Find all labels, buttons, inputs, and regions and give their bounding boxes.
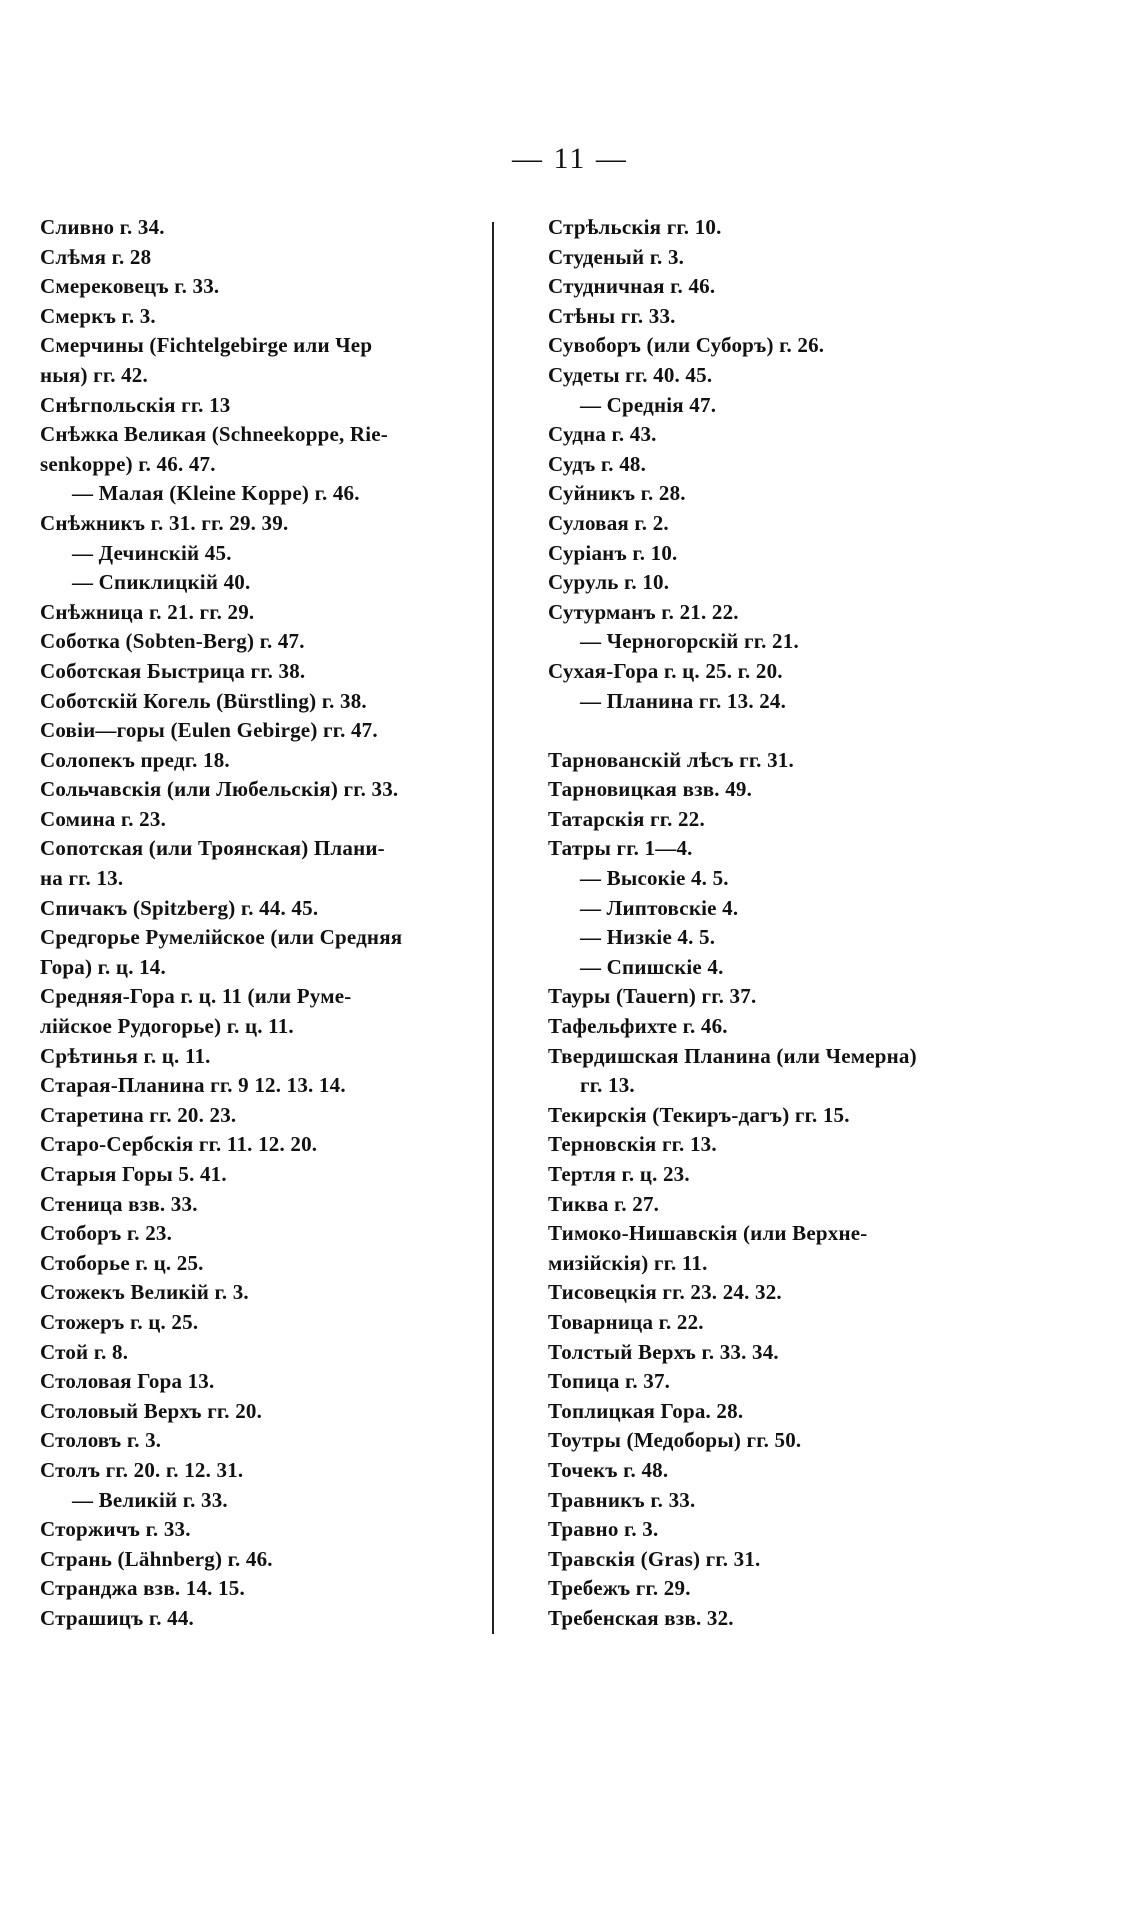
index-entry: Тимоко-Нишавскія (или Верхне- (548, 1221, 868, 1246)
index-entry: Тауры (Tauern) гг. 37. (548, 984, 757, 1009)
index-entry: Средняя-Гора г. ц. 11 (или Руме- (40, 984, 352, 1009)
index-entry: Снѣгпольскія гг. 13 (40, 392, 231, 417)
index-entry: Стожеръ г. ц. 25. (40, 1309, 199, 1334)
page-number: — 11 — (512, 142, 628, 175)
index-entry: Студеный г. 3. (548, 244, 685, 269)
index-entry: — Дечинскій 45. (72, 540, 232, 565)
index-entry: Твердишская Планина (или Чемерна) (548, 1043, 917, 1068)
index-entry: Старо-Сербскія гг. 11. 12. 20. (40, 1132, 318, 1157)
index-entry: Спичакъ (Spitzberg) г. 44. 45. (40, 895, 319, 920)
index-entry: Сливно г. 34. (40, 215, 165, 239)
index-entry: Суловая г. 2. (548, 510, 669, 535)
index-entry: — Великій г. 33. (72, 1487, 228, 1512)
index-entry: Стеница взв. 33. (40, 1191, 198, 1216)
index-entry: Старыя Горы 5. 41. (40, 1162, 227, 1186)
index-entry: Тертля г. ц. 23. (548, 1162, 690, 1186)
index-entry: Стоборъ г. 23. (40, 1221, 173, 1246)
index-entry: Топлицкая Гора. 28. (548, 1398, 744, 1423)
index-entry: Смерчины (Fichtelgebirge или Чер (40, 333, 373, 358)
index-entry: Гора) г. ц. 14. (40, 954, 166, 979)
column-divider (492, 222, 494, 1634)
index-entry: Татры гг. 1—4. (548, 836, 693, 861)
index-entry: Сопотская (или Троянская) Плани- (40, 836, 385, 861)
index-entry: Тафельфихте г. 46. (548, 1014, 728, 1039)
index-entry: Суруль г. 10. (548, 570, 670, 595)
index-entry: Сторжичъ г. 33. (40, 1517, 191, 1542)
index-entry: senkoppe) г. 46. 47. (40, 451, 216, 476)
index-entry: Товарница г. 22. (548, 1309, 704, 1334)
index-entry: ныя) гг. 42. (40, 362, 148, 387)
index-entry: Тарнованскій лѣсъ гг. 31. (548, 747, 794, 772)
index-entry: — Спишскіе 4. (580, 954, 724, 979)
index-entry: Требенская взв. 32. (548, 1605, 734, 1630)
section-gap (548, 716, 978, 746)
index-column-right (548, 213, 978, 1634)
index-entry: Стой г. 8. (40, 1339, 129, 1364)
index-entry: Травникъ г. 33. (548, 1487, 696, 1512)
index-entry: Тоутры (Медоборы) гг. 50. (548, 1428, 802, 1453)
index-entry: Страшицъ г. 44. (40, 1605, 194, 1630)
index-entry: — Малая (Kleine Koppe) г. 46. (72, 481, 360, 506)
index-entry: Снѣжница г. 21. гг. 29. (40, 599, 255, 624)
index-entry: Снѣжка Великая (Schneekoppe, Rie- (40, 422, 388, 447)
index-entry: мизійскія) гг. 11. (548, 1250, 708, 1275)
index-entry: Судеты гг. 40. 45. (548, 362, 713, 387)
index-entry: Старая-Планина гг. 9 12. 13. 14. (40, 1073, 346, 1098)
index-entry: Странджа взв. 14. 15. (40, 1576, 245, 1601)
index-entry: Солопекъ предг. 18. (40, 747, 230, 772)
index-entry: на гг. 13. (40, 866, 124, 891)
index-entry: Судна г. 43. (548, 422, 657, 447)
index-entry: Смерековецъ г. 33. (40, 274, 220, 299)
index-entry: Тисовецкія гг. 23. 24. 32. (548, 1280, 782, 1305)
index-entry: Столовъ г. 3. (40, 1428, 162, 1453)
index-entry: Сувоборъ (или Суборъ) г. 26. (548, 333, 825, 358)
index-entry: Сольчавскія (или Любельскія) гг. 33. (40, 777, 399, 802)
index-entry: гг. 13. (580, 1073, 635, 1098)
index-entry: Совіи—горы (Eulen Gebirge) гг. 47. (40, 718, 378, 743)
index-column-left (40, 213, 475, 1634)
index-entry: Судъ г. 48. (548, 451, 647, 476)
index-entry: Текирскія (Текиръ-дагъ) гг. 15. (548, 1102, 850, 1127)
index-entry: — Низкіе 4. 5. (580, 925, 716, 950)
index-entry: Толстый Верхъ г. 33. 34. (548, 1339, 779, 1364)
index-entry: Суріанъ г. 10. (548, 540, 678, 565)
index-entry: Соботская Быстрица гг. 38. (40, 658, 306, 683)
index-entry: Стоборье г. ц. 25. (40, 1250, 204, 1275)
index-entry: Точекъ г. 48. (548, 1457, 669, 1482)
index-entry: Тарновицкая взв. 49. (548, 777, 753, 802)
index-entry: — Черногорскій гг. 21. (580, 629, 799, 654)
index-entry: лійское Рудогорье) г. ц. 11. (40, 1014, 294, 1039)
index-entry: Средгорье Румелійское (или Средняя (40, 925, 403, 950)
index-entry: — Планина гг. 13. 24. (580, 688, 787, 713)
index-entry: Стѣны гг. 33. (548, 303, 676, 328)
index-entry: Столъ гг. 20. г. 12. 31. (40, 1457, 244, 1482)
index-entry: Соботскій Когель (Bürstling) г. 38. (40, 688, 367, 713)
index-entry: Стожекъ Великій г. 3. (40, 1280, 249, 1305)
index-entry: — Высокіе 4. 5. (580, 866, 729, 891)
index-entry: — Среднія 47. (580, 392, 717, 417)
index-entry: Травно г. 3. (548, 1517, 659, 1542)
index-entry: Суйникъ г. 28. (548, 481, 686, 506)
index-entry: Тиква г. 27. (548, 1191, 660, 1216)
index-entry: Топица г. 37. (548, 1369, 671, 1394)
index-entry: Стрѣльскія гг. 10. (548, 215, 722, 239)
index-entry: Слѣмя г. 28 (40, 244, 152, 269)
index-entry: Странь (Lähnberg) г. 46. (40, 1546, 273, 1571)
index-entry: Терновскія гг. 13. (548, 1132, 717, 1157)
index-entry: — Липтовскіе 4. (580, 895, 739, 920)
index-entry: Срѣтинья г. ц. 11. (40, 1043, 211, 1068)
index-entry: Сомина г. 23. (40, 806, 167, 831)
index-entry: Смеркъ г. 3. (40, 303, 156, 328)
index-entry: Столовая Гора 13. (40, 1369, 215, 1394)
index-entry: Соботка (Sobten-Berg) г. 47. (40, 629, 305, 654)
index-entry: — Спиклицкій 40. (72, 570, 251, 595)
index-entry: Татарскія гг. 22. (548, 806, 705, 831)
index-entry: Студничная г. 46. (548, 274, 716, 299)
index-entry: Сухая-Гора г. ц. 25. г. 20. (548, 658, 783, 683)
index-entry: Требежъ гг. 29. (548, 1576, 691, 1601)
index-entry: Снѣжникъ г. 31. гг. 29. 39. (40, 510, 289, 535)
index-entry: Столовый Верхъ гг. 20. (40, 1398, 263, 1423)
index-entry: Травскія (Gras) гг. 31. (548, 1546, 761, 1571)
index-entry: Старетина гг. 20. 23. (40, 1102, 237, 1127)
index-entry: Сутурманъ г. 21. 22. (548, 599, 739, 624)
